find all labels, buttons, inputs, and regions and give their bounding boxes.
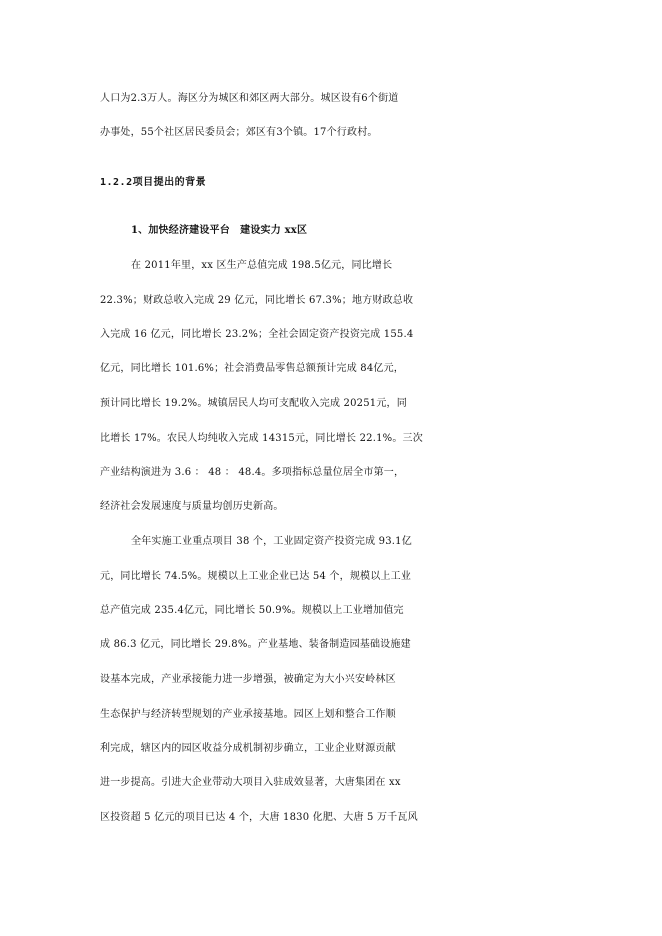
paragraph1-line-8: 经济社会发展速度与质量均创历史新高。	[100, 501, 284, 512]
paragraph1-line-1: 在 2011年里，xx 区生产总值完成 198.5亿元，同比增长	[131, 260, 393, 271]
paragraph1-line-2: 22.3%；财政总收入完成 29 亿元，同比增长 67.3%；地方财政总收	[100, 295, 414, 306]
intro-line-2: 办事处，55个社区居民委员会；郊区有3个镇。17个行政村。	[100, 127, 378, 138]
paragraph2-line-4: 成 86.3 亿元，同比增长 29.8%。产业基地、装备制造园基础设施建	[100, 639, 411, 650]
paragraph2-line-7: 利完成，辖区内的园区收益分成机制初步确立，工业企业财源贡献	[100, 743, 396, 754]
paragraph2-line-8: 进一步提高。引进大企业带动大项目入驻成效显著，大唐集团在 xx	[100, 777, 401, 788]
paragraph2-line-6: 生态保护与经济转型规划的产业承接基地。园区上划和整合工作顺	[100, 709, 396, 720]
paragraph2-line-3: 总产值完成 235.4亿元，同比增长 50.9%。规模以上工业增加值完	[100, 605, 404, 616]
paragraph1-line-6: 比增长 17%。农民人均纯收入完成 14315元，同比增长 22.1%。三次	[100, 433, 423, 444]
paragraph2-line-9: 区投资超 5 亿元的项目已达 4 个，大唐 1830 化肥、大唐 5 万千瓦风	[100, 812, 418, 823]
subsection-heading: 1、加快经济建设平台 建设实力 xx区	[131, 225, 308, 236]
intro-line-1: 人口为2.3万人。海区分为城区和郊区两大部分。城区设有6个街道	[100, 93, 399, 104]
paragraph2-line-1: 全年实施工业重点项目 38 个，工业固定资产投资完成 93.1亿	[131, 536, 412, 547]
paragraph1-line-3: 入完成 16 亿元，同比增长 23.2%；全社会固定资产投资完成 155.4	[100, 329, 414, 340]
paragraph2-line-5: 设基本完成，产业承接能力进一步增强，被确定为大小兴安岭林区	[100, 674, 396, 685]
paragraph2-line-2: 元，同比增长 74.5%。规模以上工业企业已达 54 个，规模以上工业	[100, 571, 412, 582]
paragraph1-line-5: 预计同比增长 19.2%。城镇居民人均可支配收入完成 20251元，同	[100, 398, 407, 409]
paragraph1-line-4: 亿元，同比增长 101.6%；社会消费品零售总额预计完成 84亿元，	[100, 363, 405, 374]
paragraph1-line-7: 产业结构演进为 3.6 ： 48 ： 48.4。多项指标总量位居全市第一，	[100, 467, 405, 478]
section-heading: 1.2.2项目提出的背景	[100, 177, 207, 188]
